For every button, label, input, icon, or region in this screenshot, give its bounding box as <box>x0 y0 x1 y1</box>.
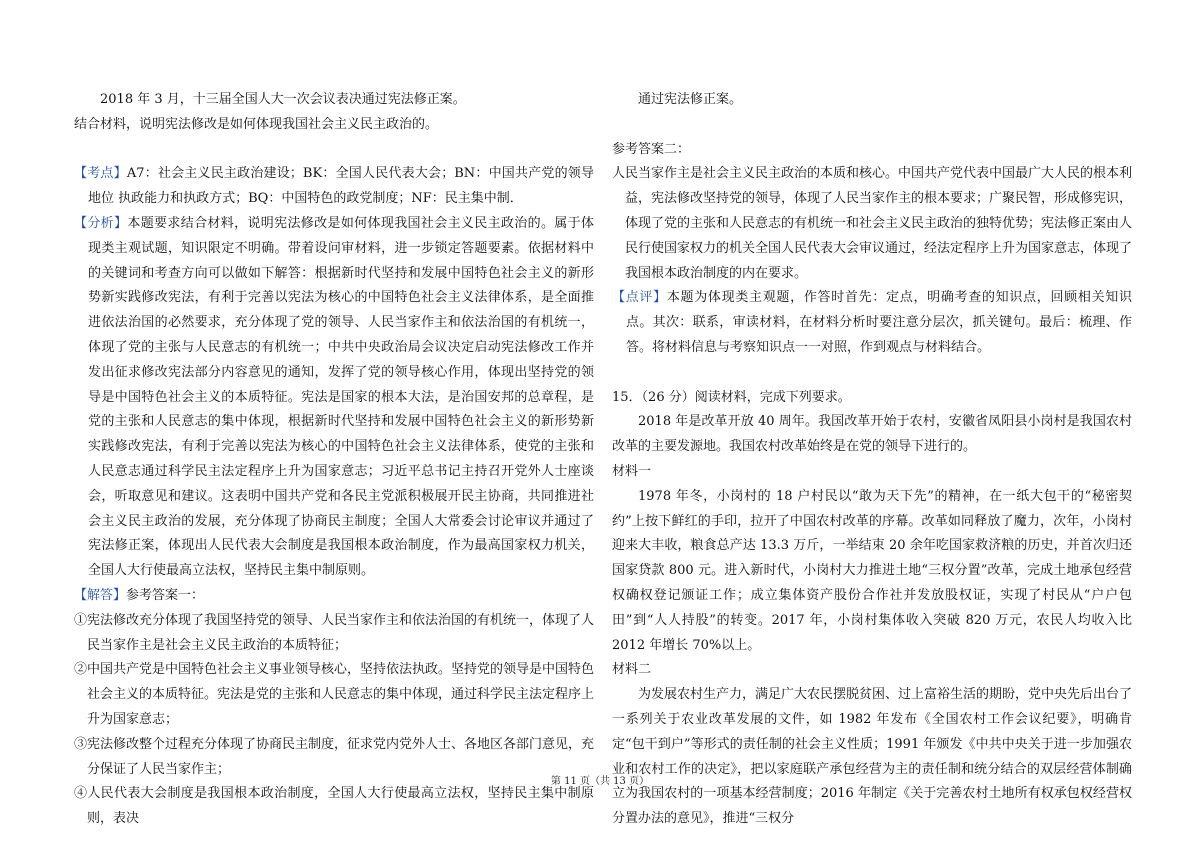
spacer <box>612 113 1132 138</box>
answer-item: ④人民代表大会制度是我国根本政治制度，全国人大行使最高立法权，坚持民主集中制原则，表决 <box>74 786 594 827</box>
material-one-label: 材料一 <box>612 463 652 479</box>
answer-item: ①宪法修改充分体现了我国坚持党的领导、人民当家作主和依法治国的有机统一，体现了人民当家作主是社会主义民主政治的本质特征； <box>74 612 595 653</box>
fenxi-section <box>74 212 594 584</box>
material-one-text: 1978 年冬，小岗村的 18 户村民以“敢为天下先”的精神，在一纸大包干的“秘密契约”上按下鲜红的手印，拉开了中国农村改革的序幕。改革如同释放了魔力，次年，小岗村迎来大丰收，粮食总产达 13.3 万斤，一举结束 20 余年吃国家救济粮的历史，并首次归还国家贷款 800 元。进入新时代，小岗村大力推进土地“三权分置”改革，完成土地承包经营权确权登记颁证工作；成立集体资产股份合作社并发放股权证，实现了村民从“户户包田”到“人人持股”的转变。2017 年，小岗村集体收入突破 820 万元，农民人均收入比 2012 年增长 70%以上。 <box>612 488 1132 653</box>
spacer <box>612 361 1132 386</box>
fenxi-text: 本题要求结合材料，说明宪法修改是如何体现我国社会主义民主政治的。属于体现类主观试题，知识限定不明确。带着设问审材料，进一步锁定答题要素。依据材料中的关键词和考查方向可以做如下解答：根据新时代坚持和发展中国特色社会主义的新形势新实践修改宪法，有利于完善以宪法为核心的中国特色社会主义法律体系，是全面推进依法治国的必然要求，充分体现了党的领导、人民当家作主和依法治国的有机统一，体现了党的主张与人民意志的有机统一；中共中央政治局会议决定启动宪法修改工作并发出征求修改宪法部分内容意见的通知，发挥了党的领导核心作用，体现出坚持党的领导是中国特色社会主义的本质特征。宪法是国家的根本大法，是治国安邦的总章程，是党的主张和人民意志的集中体现，根据新时代坚持和发展中国特色社会主义的新形势新实践修改宪法，有利于完善以宪法为核心的中国特色社会主义法律体系，使党的主张和人民意志通过科学民主法定程序上升为国家意志；习近平总书记主持召开党外人士座谈会，听取意见和建议。这表明中国共产党和各民主党派积极展开民主协商，共同推进社会主义民主政治的发展，充分体现了协商民主制度；全国人大常委会讨论审议并通过了宪法修正案，体现出人民代表大会制度是我国根本政治制度，作为最高国家权力机关，全国人大行使最高立法权，坚持民主集中制原则。 <box>88 215 594 579</box>
jieda-tag: 【解答】 <box>74 587 127 603</box>
answer-two-label: 参考答案二： <box>612 141 691 157</box>
question-text: 结合材料，说明宪法修改是如何体现我国社会主义民主政治的。 <box>74 116 439 132</box>
dianping-section <box>612 286 1132 360</box>
page-footer: 第 11 页（共 13 页） <box>550 776 650 787</box>
left-column <box>74 88 594 832</box>
question-15-title: 15．（26 分）阅读材料，完成下列要求。 <box>612 389 851 405</box>
question-15-intro: 2018 年是改革开放 40 周年。我国改革开始于农村，安徽省凤阳县小岗村是我国农村改革的主要发源地。我国农村改革始终是在党的领导下进行的。 <box>612 414 1132 455</box>
dianping-text: 本题为体现类主观题，作答时首先：定点，明确考查的知识点，回顾相关知识点。其次：联系，审读材料，在材料分析时要注意分层次，抓关键句。最后：梳理、作答。将材料信息与考察知识点一一对照，作到观点与材料结合。 <box>626 290 1132 355</box>
right-column <box>612 88 1132 832</box>
material-two-text: 为发展农村生产力，满足广大农民摆脱贫困、过上富裕生活的期盼，党中央先后出台了一系列关于农业改革发展的文件，如 1982 年发布《全国农村工作会议纪要》，明确肯定“包干到户”等形式的责任制的社会主义性质；1991 年颁发《中共中央关于进一步加强农业和农村工作的决定》，把以家庭联产承包经营为主的责任制和统分结合的双层经营体制确立为我国农村的一项基本经营制度；2016 年制定《关于完善农村土地所有权承包权经营权分置办法的意见》，推进“三权分 <box>612 687 1133 827</box>
continuation-text: 通过宪法修正案。 <box>638 92 743 107</box>
kaodian-section <box>74 162 594 212</box>
answer-item: ②中国共产党是中国特色社会主义事业领导核心，坚持依法执政。坚持党的领导是中国特色社会主义的本质特征。宪法是党的主张和人民意志的集中体现，通过科学民主法定程序上升为国家意志； <box>74 662 595 727</box>
answer-item: ③宪法修改整个过程充分体现了协商民主制度，征求党内党外人士、各地区各部门意见，充分保证了人民当家作主； <box>74 736 595 777</box>
kaodian-tag: 【考点】 <box>74 166 127 182</box>
dianping-tag: 【点评】 <box>612 290 667 306</box>
material-two-label: 材料二 <box>612 662 652 678</box>
spacer <box>74 138 594 163</box>
intro-paragraph: 2018 年 3 月，十三届全国人大一次会议表决通过宪法修正案。 <box>100 92 466 107</box>
answer-two-text: 人民当家作主是社会主义民主政治的本质和核心。中国共产党代表中国最广大人民的根本利益，宪法修改坚持党的领导，体现了人民当家作主的根本要求；广聚民智，形成修宪识，体现了党的主张和人民意志的有机统一和社会主义民主政治的独特优势；宪法修正案由人民行使国家权力的机关全国人民代表大会审议通过，经法定程序上升为国家意志，体现了我国根本政治制度的内在要求。 <box>612 166 1133 281</box>
jieda-lead: 参考答案一： <box>126 587 205 603</box>
jieda-section <box>74 584 594 609</box>
fenxi-tag: 【分析】 <box>74 215 128 231</box>
kaodian-text: A7：社会主义民主政治建设；BK：全国人民代表大会；BN：中国共产党的领导地位 执政能力和执政方式；BQ：中国特色的政党制度；NF：民主集中制． <box>88 166 594 207</box>
